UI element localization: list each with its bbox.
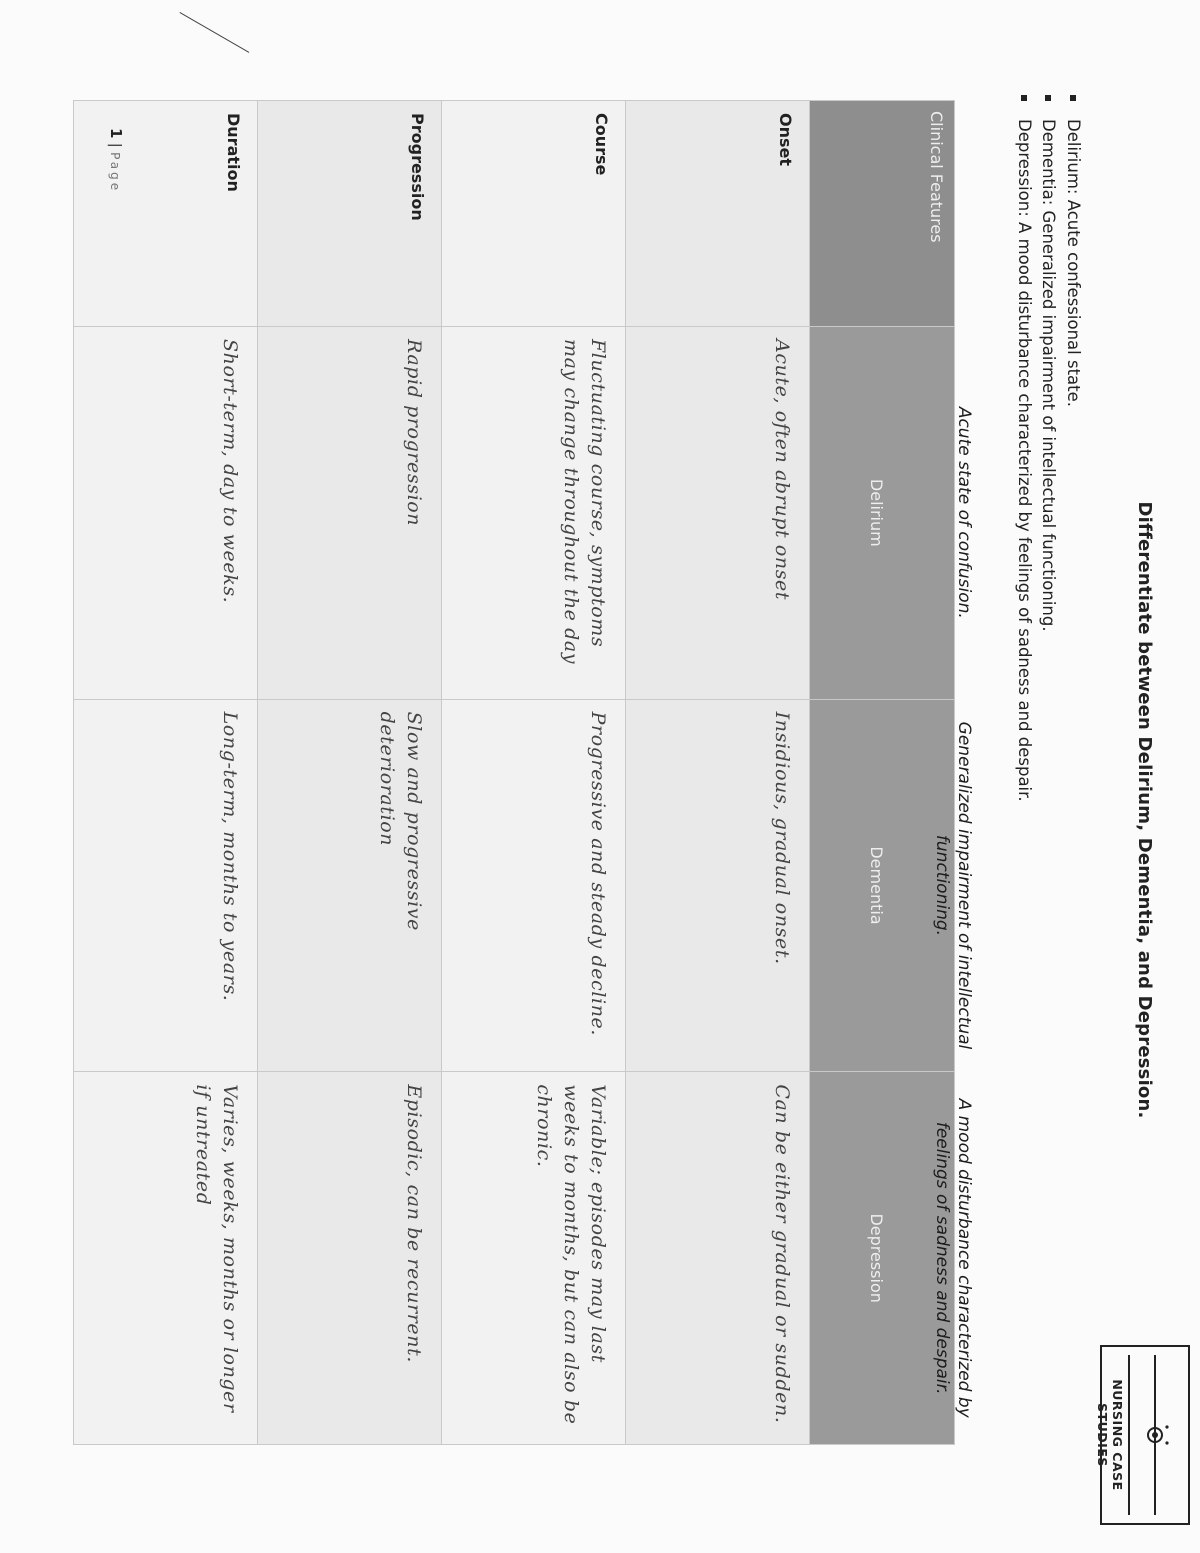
- cell-delirium: Fluctuating course, symptoms may change throughout the day: [442, 327, 626, 700]
- cell-dementia: Insidious, gradual onset.: [626, 699, 810, 1072]
- header-clinical-features: Clinical Features: [810, 101, 955, 327]
- cell-delirium: Short-term, day to weeks.: [74, 327, 258, 700]
- table-row: [626, 101, 810, 1445]
- logo-line: [1128, 1355, 1130, 1515]
- table-header-row: [810, 101, 955, 1445]
- cell-depression: Episodic, can be recurrent.: [258, 1072, 442, 1445]
- logo-text: NURSING CASE STUDIES: [1095, 1379, 1125, 1491]
- table-row: [74, 101, 258, 1445]
- cell-dementia: Long-term, months to years.: [74, 699, 258, 1072]
- cell-delirium: Acute, often abrupt onset: [626, 327, 810, 700]
- cell-depression: Variable; episodes may last weeks to months, but can also be chronic.: [442, 1072, 626, 1445]
- header-depression: [810, 1072, 974, 1445]
- header-depression-label: Depression: [867, 1213, 886, 1303]
- page-label: Page: [108, 152, 122, 194]
- header-dementia: [810, 699, 974, 1072]
- page-number: 1: [107, 128, 125, 139]
- stethoscope-icon: [1144, 1417, 1170, 1453]
- definition-delirium: Delirium: Acute confessional state.: [1061, 95, 1086, 802]
- pen-mark: [180, 12, 250, 53]
- header-delirium-label: Delirium: [867, 478, 886, 547]
- feature-label: Onset: [626, 101, 810, 327]
- cell-dementia: Progressive and steady decline.: [442, 699, 626, 1072]
- feature-label: Progression: [258, 101, 442, 327]
- definition-depression: Depression: A mood disturbance characterized by feelings of sadness and despair.: [1012, 95, 1037, 802]
- header-depression-desc: A mood disturbance characterized by feelings of sadness and despair.: [932, 1098, 974, 1418]
- page-separator: |: [107, 142, 123, 153]
- feature-label: Course: [442, 101, 626, 327]
- definitions-list: [1012, 95, 1086, 802]
- definition-dementia: Dementia: Generalized impairment of intellectual functioning.: [1036, 95, 1061, 802]
- table-row: [258, 101, 442, 1445]
- header-dementia-desc: Generalized impairment of intellectual functioning.: [932, 721, 974, 1050]
- page-title: Differentiate between Delirium, Dementia, and Depression.: [1134, 501, 1155, 1119]
- feature-label: Duration: [74, 101, 258, 327]
- cell-dementia: Slow and progressive deterioration: [258, 699, 442, 1072]
- cell-depression: Can be either gradual or sudden.: [626, 1072, 810, 1445]
- nursing-case-studies-logo: [1095, 1345, 1190, 1525]
- header-dementia-label: Dementia: [867, 846, 886, 925]
- page-footer: [107, 128, 125, 193]
- cell-depression: Varies, weeks, months or longer if untreated: [74, 1072, 258, 1445]
- cell-delirium: Rapid progression: [258, 327, 442, 700]
- table-row: [442, 101, 626, 1445]
- comparison-table: [73, 100, 974, 1445]
- header-delirium-desc: Acute state of confusion.: [954, 406, 974, 619]
- header-delirium: [810, 327, 974, 700]
